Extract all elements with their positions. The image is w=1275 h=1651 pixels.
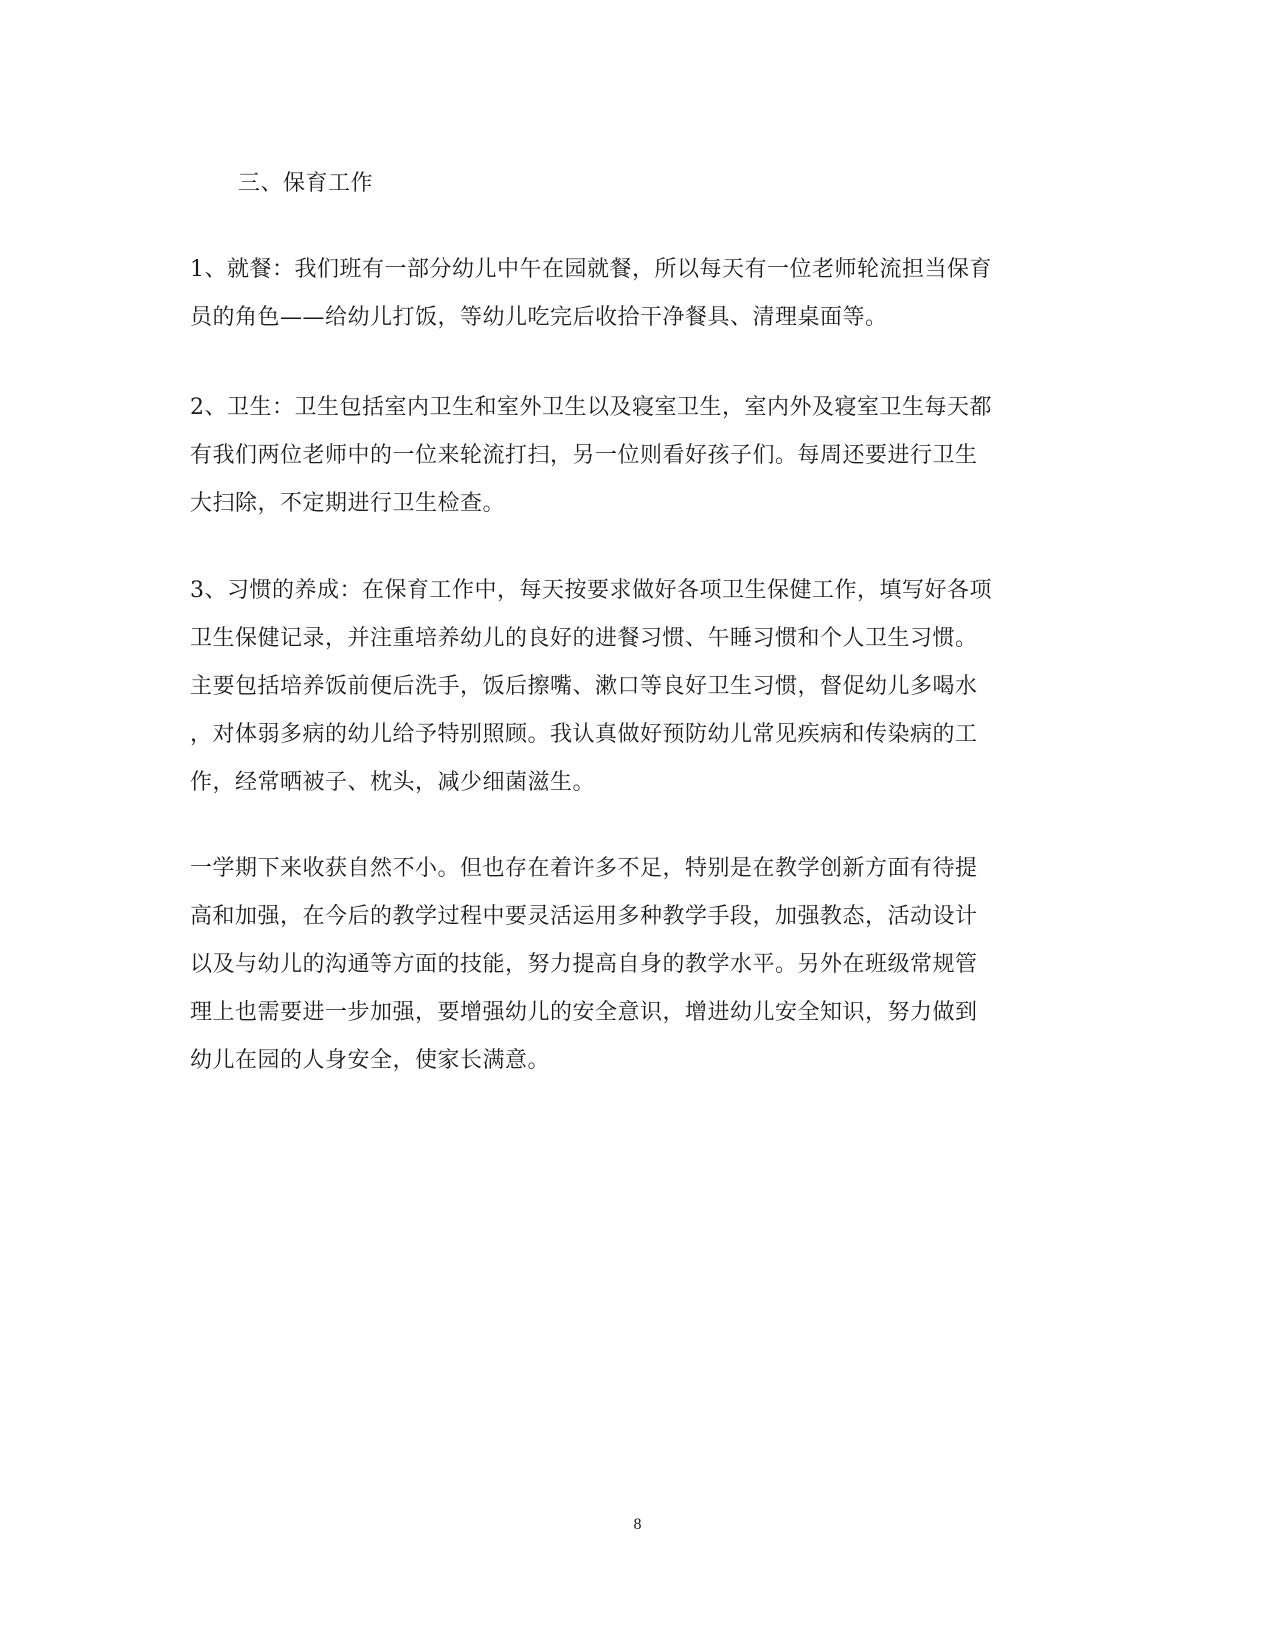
paragraph-line: 有我们两位老师中的一位来轮流打扫，另一位则看好孩子们。每周还要进行卫生 — [190, 443, 978, 468]
paragraph-line: 主要包括培养饭前便后洗手，饭后擦嘴、漱口等良好卫生习惯，督促幼儿多喝水 — [190, 674, 978, 699]
paragraph-hygiene — [190, 384, 1085, 528]
paragraph-line: 一学期下来收获自然不小。但也存在着许多不足，特别是在教学创新方面有待提 — [190, 856, 978, 881]
paragraph-line: 幼儿在园的人身安全，使家长满意。 — [190, 1048, 551, 1073]
paragraph-line: ，对体弱多病的幼儿给予特别照顾。我认真做好预防幼儿常见疾病和传染病的工 — [190, 722, 978, 747]
paragraph-summary — [190, 845, 1085, 1085]
paragraph-line: 以及与幼儿的沟通等方面的技能，努力提高自身的教学水平。另外在班级常规管 — [190, 952, 978, 977]
page-number: 8 — [633, 1516, 642, 1533]
paragraph-line: 高和加强，在今后的教学过程中要灵活运用多种教学手段，加强教态，活动设计 — [190, 904, 978, 929]
paragraph-line: 作，经常晒被子、枕头，减少细菌滋生。 — [190, 770, 596, 795]
paragraph-line: 员的角色——给幼儿打饭，等幼儿吃完后收拾干净餐具、清理桌面等。 — [190, 305, 888, 330]
paragraph-line: 大扫除，不定期进行卫生检查。 — [190, 491, 506, 516]
section-heading: 三、保育工作 — [238, 171, 374, 196]
paragraph-line: 理上也需要进一步加强，要增强幼儿的安全意识，增进幼儿安全知识，努力做到 — [190, 1000, 978, 1025]
paragraph-line: 3、习惯的养成：在保育工作中，每天按要求做好各项卫生保健工作，填写好各项 — [190, 578, 992, 603]
paragraph-dining — [190, 246, 1085, 342]
paragraph-line: 1、就餐：我们班有一部分幼儿中午在园就餐，所以每天有一位老师轮流担当保育 — [190, 257, 992, 282]
paragraph-line: 2、卫生：卫生包括室内卫生和室外卫生以及寝室卫生，室内外及寝室卫生每天都 — [190, 395, 992, 420]
paragraph-habits — [190, 567, 1085, 807]
paragraph-line: 卫生保健记录，并注重培养幼儿的良好的进餐习惯、午睡习惯和个人卫生习惯。 — [190, 626, 978, 651]
